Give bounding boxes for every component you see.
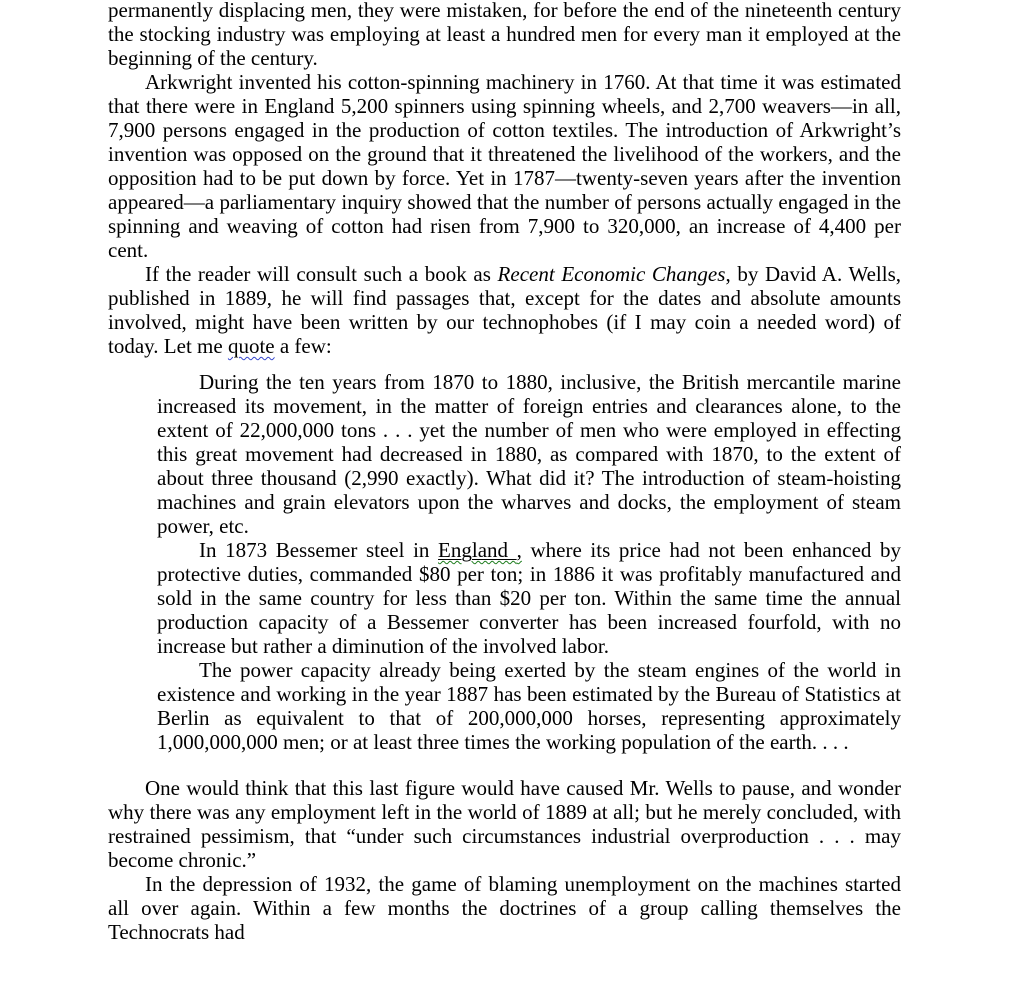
- body-paragraph: [108, 872, 901, 944]
- italic-book-title: [498, 262, 726, 286]
- text-run: a few:: [274, 334, 332, 358]
- grammar-squiggle-phrase-u: England: [438, 538, 517, 562]
- grammar-squiggle-phrase: [438, 538, 517, 562]
- text-run: Arkwright invented his cotton-spinning machinery in 1760. At that time it was estimated that there were in England 5,200 spinners using spinning wheels, and 2,700 weavers—in all, 7,900 persons engaged in the production of cotton textiles. The introduction of Arkwright’s invention was opposed on the ground that it threatened the livelihood of the workers, and the opposition had to be put down by force. Yet in 1787—twenty-seven years after the invention appeared—a parliamentary inquiry showed that the number of persons actually engaged in the spinning and weaving of cotton had risen from 7,900 to 320,000, an increase of 4,400 per cent.: [108, 70, 901, 262]
- text-run: permanently displacing men, they were mistaken, for before the end of the nineteenth century the stocking industry was employing at least a hundred men for every man it employed at the beginning of the century.: [108, 0, 901, 70]
- grammar-squiggle-word: [228, 334, 275, 358]
- body-paragraph: [108, 776, 901, 872]
- text-run: where its price had not been enhanced by protective duties, commanded $80 per ton; in 1886 it was profitably manufactured and sold in the same country for less than $20 per ton. Within the same time the annual production capacity of a Bessemer converter has been increased fourfold, with no increase but rather a diminution of the involved labor.: [157, 538, 902, 658]
- block-quote-paragraph: [157, 658, 901, 754]
- text-run: During the ten years from 1870 to 1880, inclusive, the British mercantile marine increased its movement, in the matter of foreign entries and clearances alone, to the extent of 22,000,000 tons . . . yet the number of men who were employed in effecting this great movement had decreased in 1880, as compared with 1870, to the extent of about three thousand (2,990 exactly). What did it? The introduction of steam-hoisting machines and grain elevators upon the wharves and docks, the employment of steam power, etc.: [157, 370, 901, 538]
- grammar-squiggle-phrase-sq-green: [438, 538, 517, 562]
- text-run: If the reader will consult such a book as: [145, 262, 498, 286]
- block-quote-paragraph: [157, 538, 901, 658]
- grammar-squiggle-phrase-sq-green: ,: [516, 538, 522, 562]
- body-paragraph: [108, 262, 901, 358]
- text-run: In the depression of 1932, the game of blaming unemployment on the machines started all over again. Within a few months the doctrines of a group calling themselves the Technocrats had: [108, 872, 901, 944]
- block-quote-paragraph: [157, 370, 901, 538]
- document-page: [108, 0, 901, 944]
- text-run: One would think that this last figure would have caused Mr. Wells to pause, and wonder why there was any employment left in the world of 1889 at all; but he merely concluded, with restrained pessimism, that “under such circumstances industrial overproduction . . . may become chronic.”: [108, 776, 901, 872]
- text-run: , by David A. Wells, published in 1889, he will find passages that, except for the dates and absolute amounts involved, might have been written by our technophobes (if I may coin a needed word) of today. Let me: [108, 262, 902, 358]
- body-paragraph: [108, 0, 901, 70]
- text-run: In 1873 Bessemer steel in: [199, 538, 439, 562]
- body-paragraph: [108, 70, 901, 262]
- grammar-squiggle-word-sq-blue: quote: [227, 334, 275, 358]
- text-run: The power capacity already being exerted by the steam engines of the world in existence and working in the year 1887 has been estimated by the Bureau of Statistics at Berlin as equivalent to that of 200,000,000 horses, representing approximately 1,000,000,000 men; or at least three times the working population of the earth. . . .: [157, 658, 901, 754]
- italic-book-title-i: Recent Economic Changes: [497, 262, 726, 286]
